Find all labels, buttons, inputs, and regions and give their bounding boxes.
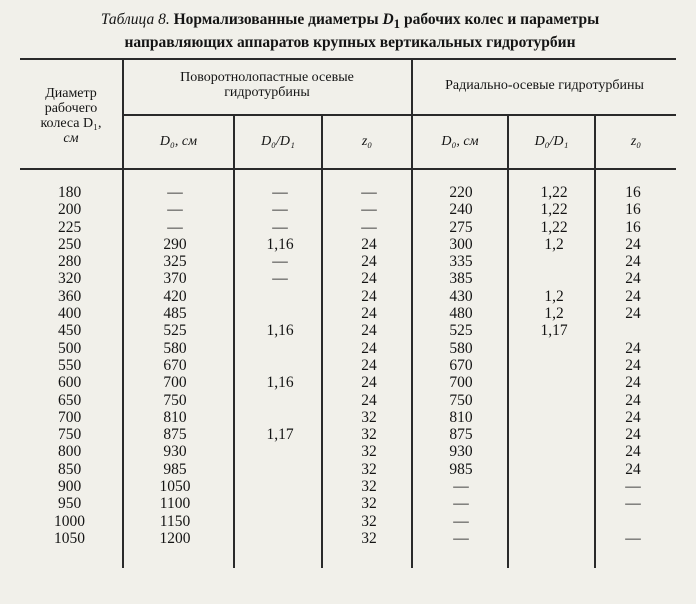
table-cell: 500 [58,339,82,357]
table-cell: 24 [361,339,377,357]
table-cell: 370 [163,270,187,288]
table-cell: 750 [163,391,187,409]
table-cell: 580 [163,339,187,357]
table-cell: 930 [449,443,473,461]
table-cell: — [272,253,288,271]
col-divider-6 [594,114,596,568]
table-cell: — [453,478,469,496]
table-cell: 24 [625,270,641,288]
caption-tail: рабочих колес и параметры [404,11,600,28]
column-diameter [54,184,98,547]
table-cell [530,409,578,426]
table-cell: 32 [361,443,377,461]
table-cell: 850 [58,460,82,478]
table-cell: 1,17 [540,322,568,340]
table-cell [530,495,578,512]
table-cell: — [167,184,183,201]
caption-line-2: направляющих аппаратов крупных вертикальных гидротурбин [124,34,576,52]
table-cell: 290 [163,235,187,253]
table-cell: 670 [449,356,473,374]
table-cell: 810 [163,408,187,426]
table-cell [530,443,578,460]
table-cell [256,530,304,547]
caption-text: Нормализованные диаметры [173,11,379,28]
table-cell: — [625,529,641,547]
header-radial-ratio: D₀/D₁ [534,134,569,149]
table-cell: 24 [625,443,641,461]
col-divider-3 [321,114,323,568]
table-cell: — [272,218,288,236]
table-cell: 450 [58,322,82,340]
table-cell [256,357,304,374]
table-cell: 24 [625,408,641,426]
col-divider-5 [507,114,509,568]
table-cell [530,374,578,391]
table-cell [256,288,304,305]
table-cell: 800 [58,443,82,461]
table-cell: 24 [625,305,641,323]
table-cell: 750 [58,426,82,444]
table-caption [20,10,680,52]
table-cell: 950 [58,495,82,513]
table-cell [256,513,304,530]
table-cell: 1,22 [540,218,568,236]
table-cell [256,409,304,426]
table-cell: 900 [58,478,82,496]
table-cell: — [361,184,377,201]
table-cell: 1,22 [540,201,568,219]
table-cell: — [453,512,469,530]
table-cell: 24 [361,287,377,305]
table-cell: 32 [361,529,377,547]
table-cell [256,478,304,495]
header-axial-ratio: D₀/D₁ [261,134,295,149]
caption-symbol: D [382,11,394,28]
table-cell: 1050 [54,529,85,547]
table-cell: 930 [163,443,187,461]
table-cell: 1100 [159,495,191,513]
table-cell: — [272,270,288,288]
column-radial-z0 [616,184,650,547]
table-cell: 24 [361,374,377,392]
caption-label: Таблица 8. [100,11,170,28]
table-cell: 525 [449,322,473,340]
table-cell [530,530,578,547]
column-axial-z0 [352,184,386,547]
table-cell: 24 [625,426,641,444]
table-cell: 32 [361,478,377,496]
table-cell: 24 [361,305,377,323]
table-cell [616,322,650,339]
table-cell: 875 [449,426,473,444]
table-cell: 24 [625,235,641,253]
table-cell [256,461,304,478]
table-cell: 24 [625,339,641,357]
table-cell: 1150 [159,512,191,530]
table-cell [256,392,304,409]
table-cell [530,478,578,495]
table-cell: 16 [625,201,641,219]
caption-line-1 [20,10,680,33]
table-cell: — [167,201,183,219]
table-cell [256,443,304,460]
table-cell: — [361,218,377,236]
table-cell: 1,22 [540,184,568,201]
header-radial-z0: z₀ [630,134,642,149]
table-cell: 360 [58,287,82,305]
table-cell: 240 [449,201,473,219]
table-cell: 650 [58,391,82,409]
table-cell: 220 [449,184,473,201]
table-cell: 700 [449,374,473,392]
table-cell: 16 [625,184,641,201]
table-cell: 485 [163,305,187,323]
table-cell: 1,16 [266,322,294,340]
table-cell: 1200 [159,529,191,547]
table-cell [530,426,578,443]
table-cell: 24 [625,374,641,392]
table-cell: 670 [163,356,187,374]
caption-symbol-sub: 1 [393,16,401,32]
table-cell: 400 [58,305,82,323]
table-cell: 24 [361,270,377,288]
table-cell: 24 [361,356,377,374]
table-cell: 32 [361,426,377,444]
table-cell: — [625,495,641,513]
table-cell: 985 [163,460,187,478]
table-cell: 525 [163,322,187,340]
table-cell: 580 [449,339,473,357]
table-cell: 600 [58,374,82,392]
table-cell [530,270,578,287]
header-group-axial: Поворотнолопастные осевые гидротурбины [180,70,354,100]
table-cell: 1050 [159,478,191,496]
table-cell: 1,16 [266,235,294,253]
table-cell: 550 [58,356,82,374]
table-cell: 420 [163,287,187,305]
table-cell: 875 [163,426,187,444]
header-diameter: Диаметр рабочего колеса D₁, см [40,86,102,146]
table-cell: 335 [449,253,473,271]
table-cell: — [167,218,183,236]
table-cell [530,392,578,409]
table-cell [256,305,304,322]
table-top-rule [20,58,676,60]
group-divider-rule [122,114,676,116]
table-cell: 16 [625,218,641,236]
header-radial-d0: D₀, см [441,134,479,149]
table-cell: 430 [449,287,473,305]
table-cell: 24 [361,322,377,340]
header-bottom-rule [20,168,676,170]
table-cell: — [453,529,469,547]
table-cell: 24 [625,287,641,305]
table-cell: 24 [625,391,641,409]
column-axial-d0 [152,184,198,547]
col-divider-2 [233,114,235,568]
table-cell [530,461,578,478]
table-cell: 32 [361,495,377,513]
table-cell: 24 [361,253,377,271]
table-cell: 24 [625,253,641,271]
column-axial-ratio [256,184,304,547]
table-cell [530,357,578,374]
table-cell: — [453,495,469,513]
table-cell: 480 [449,305,473,323]
table-cell: 700 [163,374,187,392]
table-cell: 32 [361,408,377,426]
table-cell: 985 [449,460,473,478]
table-cell: 32 [361,460,377,478]
table-cell: 1,16 [266,374,294,392]
table-cell: 180 [58,184,82,201]
table-cell: — [272,201,288,219]
table-cell: 250 [58,235,82,253]
table-cell: 750 [449,391,473,409]
table-cell: 24 [625,460,641,478]
table-cell: — [272,184,288,201]
table-cell [530,253,578,270]
table-cell: 32 [361,512,377,530]
table-cell: 325 [163,253,187,271]
table-cell: 300 [449,235,473,253]
table-cell: 225 [58,218,82,236]
table-cell: 1,2 [544,287,564,305]
column-radial-d0 [438,184,484,547]
table-cell: 385 [449,270,473,288]
table-cell [530,513,578,530]
column-radial-ratio [530,184,578,547]
table-cell: 280 [58,253,82,271]
table-cell: 200 [58,201,82,219]
table-cell: 24 [625,356,641,374]
table-cell: 320 [58,270,82,288]
table-cell [616,513,650,530]
table-cell [256,340,304,357]
table-cell [530,340,578,357]
table-cell: 1,2 [544,305,564,323]
header-axial-z0: z₀ [361,134,373,149]
table-cell: 1,2 [544,235,564,253]
table-cell: 1000 [54,512,85,530]
table-cell: 275 [449,218,473,236]
table-cell: — [361,201,377,219]
header-axial-d0: D₀, см [159,134,198,149]
table-cell: — [625,478,641,496]
table-cell: 1,17 [266,426,294,444]
table-cell [256,495,304,512]
table-cell: 24 [361,391,377,409]
header-group-radial: Радиально-осевые гидротурбины [445,78,644,93]
table-cell: 810 [449,408,473,426]
table-cell: 24 [361,235,377,253]
table-cell: 700 [58,408,82,426]
